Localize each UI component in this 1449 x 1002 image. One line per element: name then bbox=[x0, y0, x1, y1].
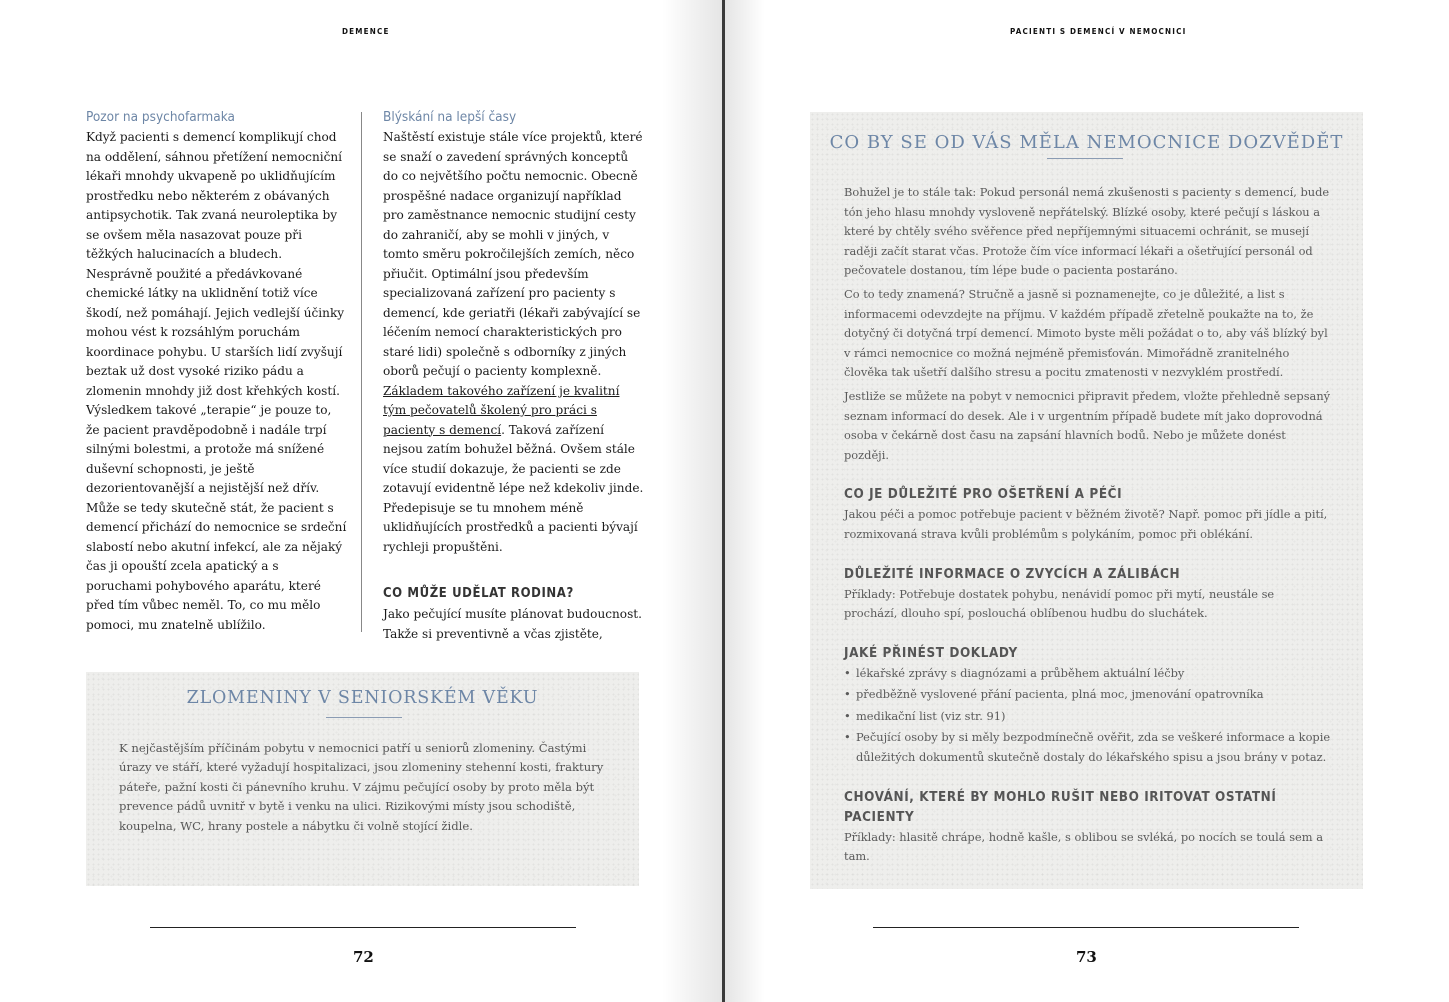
paragraph: Jestliže se můžete na pobyt v nemocnici připravit předem, vložte přehledně sepsaný seznam informací do desek. Ale i v urgentním případě budete mít jako doprovodná osoba v čekárně dost času na zapsání hlavních bodů. Nebo je můžete donést později. bbox=[844, 388, 1331, 462]
info-box-zlomeniny bbox=[86, 672, 639, 886]
paragraph: Bohužel je to stále tak: Pokud personál nemá zkušenosti s pacienty s demencí, bude tón jeho hlasu mnohdy vysloveně nepřátelský. Blízké osoby, které pečují s láskou a které by chtěly svého svěřence před nepříjemnými situacemi ochránit, se musejí raději začít starat včas. Protože čím více informací lékaři a ošetřující personál od pečovatele dostanou, tím lépe bude o pacienta postaráno. bbox=[844, 185, 1330, 278]
body-text bbox=[383, 128, 645, 557]
bullet-icon: • bbox=[844, 730, 851, 745]
bullet-icon: • bbox=[844, 708, 851, 723]
list-item-text: lékařské zprávy s diagnózami a průběhem aktuální léčby bbox=[856, 665, 1185, 680]
left-page bbox=[0, 0, 722, 1002]
list-item bbox=[844, 707, 1331, 727]
section-text: Příklady: Potřebuje dostatek pohybu, nenávidí pomoc při mytí, neustále se prochází, dlouho spí, poslouchá oblíbenou hudbu do sluchátek. bbox=[844, 586, 1275, 621]
running-head-right: PACIENTI S DEMENCÍ V NEMOCNICI bbox=[1010, 27, 1187, 36]
column-left bbox=[86, 108, 348, 635]
box-content bbox=[844, 183, 1331, 867]
page-curl-shadow bbox=[662, 0, 722, 1002]
list-item bbox=[844, 685, 1331, 705]
body-text: Jako pečující musíte plánovat budoucnost. Takže si preventivně a včas zjistěte, bbox=[383, 607, 642, 641]
body-text-part: Naštěstí existuje stále více projektů, které se snaží o zavedení správných konceptů do co největšího počtu nemocnic. Obecně prospěšné nadace organizují například pro zaměstnance nemocnic studijní cesty do zahraničí, aby se mohli v jiných, v tomto směru pokročilejších zemích, něco přiučit. Optimální jsou především specializovaná zařízení pro pacienty s demencí, kde geriatři (lékaři zabývající se léčením nemocí charakteristických pro staré lidi) společně s odborníky z jiných oborů pečují o pacienty komplexně. bbox=[383, 130, 643, 378]
bullet-icon: • bbox=[844, 665, 851, 680]
section-heading: CO JE DŮLEŽITÉ PRO OŠETŘENÍ A PÉČI bbox=[844, 487, 1123, 503]
bullet-icon: • bbox=[844, 687, 851, 702]
box-title: ZLOMENINY V SENIORSKÉM VĚKU bbox=[186, 688, 539, 708]
page-number: 72 bbox=[353, 948, 374, 966]
box-text: K nejčastějším příčinám pobytu v nemocnici patří u seniorů zlomeniny. Častými úrazy ve stáří, které vyžadují hospitalizaci, jsou zlomeniny stehenní kosti, fraktury páteře, pažní kosti či pánevního kruhu. V zájmu pečující osoby by proto měla být prevence pádů uvnitř v bytě i venku na ulici. Rizikovými místy jsou schodiště, koupelna, WC, hrany postele a nábytku či volně stojící židle. bbox=[119, 741, 604, 833]
body-text-part: . Taková zařízení nejsou zatím bohužel běžná. Ovšem stále více studií dokazuje, že pacienti se zde zotavují evidentně lépe než kdekoliv jinde. Předepisuje se tu mnohem méně uklidňujících prostředků a pacienti bývají rychleji propuštěni. bbox=[383, 422, 644, 554]
box-title: CO BY SE OD VÁS MĚLA NEMOCNICE DOZVĚDĚT bbox=[829, 132, 1344, 153]
list-item-text: Pečující osoby by si měly bezpodmínečně ověřit, zda se veškeré informace a kopie důležitých dokumentů skutečně dostaly do lékařského spisu a jsou brány v potaz. bbox=[856, 730, 1331, 765]
section-heading-documents: JAKÉ PŘINÉST DOKLADY bbox=[844, 645, 1018, 661]
list-item-text: předběžně vyslovené přání pacienta, plná moc, jmenování opatrovníka bbox=[856, 687, 1264, 702]
column-right bbox=[383, 108, 645, 644]
section-heading-lepsi-casy: Blýskání na lepší časy bbox=[383, 109, 517, 125]
right-page bbox=[725, 0, 1449, 1002]
underlined-text: Základem takového zařízení je kvalitní tým pečovatelů školený pro práci s pacienty s demencí bbox=[383, 383, 620, 437]
section-heading-psychofarmaka: Pozor na psychofarmaka bbox=[86, 109, 235, 125]
page-curl-shadow bbox=[725, 0, 765, 1002]
documents-list bbox=[844, 664, 1331, 768]
running-head-left: DEMENCE bbox=[342, 27, 390, 36]
column-divider bbox=[361, 112, 362, 632]
body-text: Když pacienti s demencí komplikují chod na oddělení, sáhnou přetížení nemocniční lékaři mnohdy ukvapeně po uklidňujícím prostředku nebo některém z obávaných antipsychotik. Tak zvaná neuroleptika by se ovšem měla nasazovat pouze při těžkých halucinacích a bludech. Nesprávně použité a předávkované chemické látky na uklidnění totiž více škodí, než pomáhají. Jejich vedlejší účinky mohou vést k rozsáhlým poruchám koordinace pohybu. U starších lidí zvyšují beztak už dost vysoké riziko pádu a zlomenin mnohdy již dost křehkých kostí. Výsledkem takové „terapie“ je pouze to, že pacient pravděpodobně i nadále trpí silnými bolestmi, a protože má snížené duševní schopnosti, je ještě dezorientovanější a nejistější než dřív. Může se tedy skutečně stát, že pacient s demencí přichází do nemocnice se srdeční slabostí nebo akutní infekcí, ale za nějaký čas ji opouští zcela apatický a s poruchami pohybového aparátu, které před tím vůbec neměl. To, co mu mělo pomoci, mu znatelně ublížilo. bbox=[86, 130, 347, 632]
info-box-nemocnice bbox=[810, 112, 1363, 889]
section-heading-rodina: CO MŮŽE UDĚLAT RODINA? bbox=[383, 586, 574, 601]
list-item bbox=[844, 728, 1331, 767]
list-item bbox=[844, 664, 1331, 684]
section-heading: DŮLEŽITÉ INFORMACE O ZVYCÍCH A ZÁLIBÁCH bbox=[844, 566, 1181, 582]
section-heading-behavior: CHOVÁNÍ, KTERÉ BY MOHLO RUŠIT NEBO IRITOVAT OSTATNÍ PACIENTY bbox=[844, 789, 1277, 825]
list-item-text: medikační list (viz str. 91) bbox=[856, 708, 1006, 723]
page-number: 73 bbox=[1076, 948, 1097, 966]
section-text: Jakou péči a pomoc potřebuje pacient v běžném životě? Např. pomoc při jídle a pití, rozmixovaná strava kvůli problémům s polykáním, pomoc při oblékání. bbox=[844, 507, 1328, 541]
title-underline bbox=[326, 717, 402, 718]
title-underline bbox=[1047, 158, 1123, 159]
paragraph: Co to tedy znamená? Stručně a jasně si poznamenejte, co je důležité, a list s informacemi odevzdejte na příjmu. V každém případě zřetelně poukažte na to, že dotyčný či dotyčná trpí demencí. Mimoto byste měli požádat o to, aby váš blízký byl v rámci nemocnice co možná nejméně přemisťován. Mimořádně zranitelného člověka tak ušetří dalšího stresu a pocitu zmatenosti v nezvyklém prostředí. bbox=[844, 286, 1328, 380]
footer-rule bbox=[873, 927, 1299, 928]
footer-rule bbox=[150, 927, 576, 928]
section-text: Příklady: hlasitě chrápe, hodně kašle, s oblibou se svléká, po nocích se toulá sem a tam. bbox=[844, 829, 1324, 864]
